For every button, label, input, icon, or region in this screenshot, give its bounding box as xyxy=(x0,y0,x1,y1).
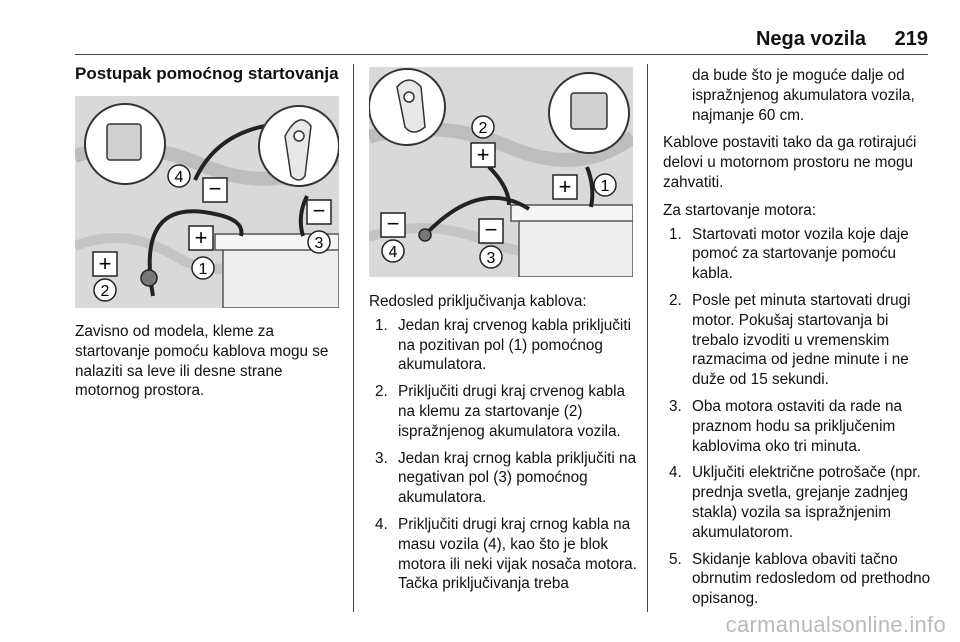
jump-start-figure-2 xyxy=(369,67,633,277)
minus-sign-4b: − xyxy=(386,211,400,236)
list-item: 2. Priključiti drugi kraj crvenog kabla na klemu za startovanje (2) ispražnjenog akumulatora vozila. xyxy=(375,383,625,440)
start-engine-intro: Za startovanje motora: xyxy=(663,201,817,219)
page-header xyxy=(75,28,928,55)
callout-3: 3 xyxy=(314,235,324,252)
list-item: 1. Startovati motor vozila koje daje pomoć za startovanje pomoću kabla. xyxy=(669,225,909,283)
section-title: Postupak pomoćnog startovanja xyxy=(75,64,339,83)
jump-start-figure-1 xyxy=(75,96,339,308)
minus-sign-3: − xyxy=(312,198,326,223)
plus-sign-1b: + xyxy=(558,174,572,199)
list-item: 3. Oba motora ostaviti da rade na praznom hodu sa priključenim kablovima oko tri minuta. xyxy=(669,397,903,455)
plus-sign-1: + xyxy=(194,225,208,250)
list-item: 4. Uključiti električne potrošače (npr. prednja svetla, grejanje zadnjeg stakla) vozila sa ispražnjenim akumulatorom. xyxy=(669,464,921,541)
callout-4: 4 xyxy=(174,169,184,186)
plus-sign-2b: + xyxy=(476,142,490,167)
minus-sign-3b: − xyxy=(484,217,498,242)
plus-sign-2: + xyxy=(98,251,112,276)
callout-3b: 3 xyxy=(486,250,496,267)
list-item: 5. Skidanje kablova obaviti tačno obrnutim redosledom od prethodno opisanog. xyxy=(669,550,931,608)
callout-1b: 1 xyxy=(600,178,610,195)
callout-1: 1 xyxy=(198,261,208,278)
minus-sign-4: − xyxy=(208,176,222,201)
intro-paragraph: Zavisno od modela, kleme za startovanje pomoću kablova mogu se nalaziti sa leve ili desne strane motornog prostora. xyxy=(75,323,329,400)
page-number: 219 xyxy=(894,28,928,50)
right-column-text xyxy=(663,66,937,616)
middle-column-text xyxy=(369,292,641,601)
jump-start-illustration-2 xyxy=(369,67,633,277)
callout-4b: 4 xyxy=(388,244,398,261)
callout-2b: 2 xyxy=(478,120,488,137)
callout-2: 2 xyxy=(100,283,110,300)
list-item: 1. Jedan kraj crvenog kabla priključiti na pozitivan pol (1) pomoćnog akumulatora. xyxy=(375,316,631,374)
column-divider-right xyxy=(647,64,648,612)
list-item: 4. Priključiti drugi kraj crnog kabla na masu vozila (4), kao što je blok motora ili neki vijak nosača motora. Tačka priključivanja treba xyxy=(375,515,637,593)
list-item: 3. Jedan kraj crnog kabla priključiti na negativan pol (3) pomoćnog akumulatora. xyxy=(375,449,637,507)
connection-steps-list xyxy=(369,316,641,594)
watermark: carmanualsonline.info xyxy=(725,612,946,637)
cable-placement-paragraph: Kablove postaviti tako da ga rotirajući delovi u motornom prostoru ne mogu zahvatiti. xyxy=(663,134,917,191)
column-divider-left xyxy=(353,64,354,612)
continued-step-text: da bude što je moguće dalje od ispražnjenog akumulatora vozila, najmanje 60 cm. xyxy=(692,67,915,124)
connection-order-intro: Redosled priključivanja kablova: xyxy=(369,293,587,310)
start-engine-steps-list xyxy=(663,225,937,609)
left-column-text xyxy=(75,322,347,409)
header-title: Nega vozila xyxy=(755,28,866,50)
jump-start-illustration-1 xyxy=(75,96,339,308)
list-item: 2. Posle pet minuta startovati drugi motor. Pokušaj startovanja bi trebalo izvoditi u vremenskim razmacima od jedne minute i ne duže od 15 sekundi. xyxy=(669,291,911,389)
